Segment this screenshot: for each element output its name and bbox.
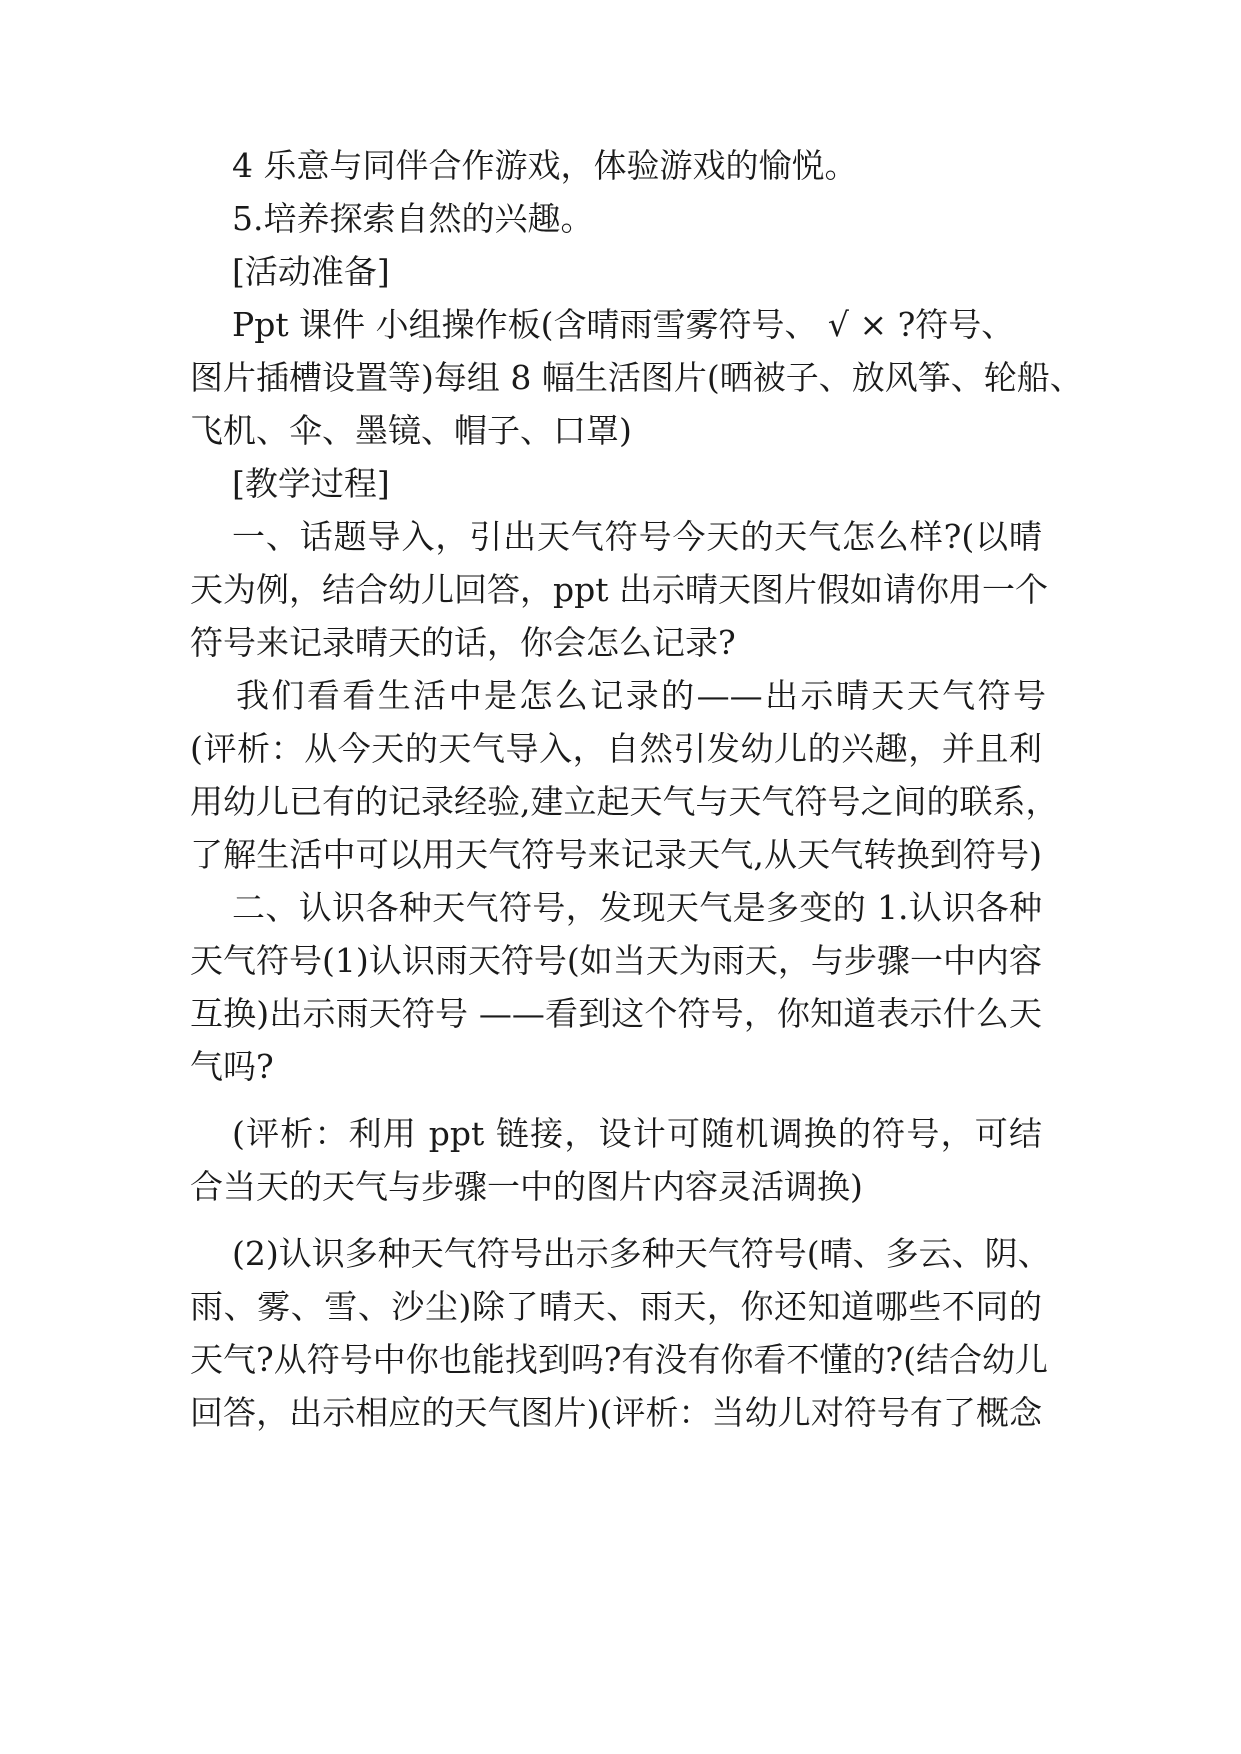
text-line: 雨、雾、雪、沙尘)除了晴天、雨天，你还知道哪些不同的 xyxy=(190,1287,1042,1326)
text-line: 了解生活中可以用天气符号来记录天气,从天气转换到符号) xyxy=(190,835,1042,874)
text-line: 5.培养探索自然的兴趣。 xyxy=(232,199,594,238)
text-line: 图片插槽设置等)每组 8 幅生活图片(晒被子、放风筝、轮船、 xyxy=(190,358,1083,397)
text-line: 气吗? xyxy=(190,1047,274,1086)
text-line: 用幼儿已有的记录经验,建立起天气与天气符号之间的联系， xyxy=(190,782,1059,821)
text-line: 天为例，结合幼儿回答，ppt 出示晴天图片假如请你用一个 xyxy=(190,570,1048,609)
text-line: 二、认识各种天气符号，发现天气是多变的 1.认识各种 xyxy=(232,888,1042,927)
text-line: 合当天的天气与步骤一中的图片内容灵活调换) xyxy=(190,1167,863,1206)
text-line: 符号来记录晴天的话，你会怎么记录? xyxy=(190,623,736,662)
section-heading: [活动准备] xyxy=(232,252,390,291)
text-line: (评析：从今天的天气导入，自然引发幼儿的兴趣，并且利 xyxy=(190,729,1042,768)
text-line: (2)认识多种天气符号出示多种天气符号(晴、多云、阴、 xyxy=(232,1234,1051,1273)
text-line: 回答，出示相应的天气图片)(评析：当幼儿对符号有了概念 xyxy=(190,1393,1042,1432)
text-line: (评析：利用 ppt 链接，设计可随机调换的符号，可结 xyxy=(232,1114,1042,1153)
text-line: 飞机、伞、墨镜、帽子、口罩) xyxy=(190,411,632,450)
text-line: Ppt 课件 小组操作板(含晴雨雪雾符号、 √ × ?符号、 xyxy=(232,305,1015,344)
text-line: 4 乐意与同伴合作游戏，体验游戏的愉悦。 xyxy=(232,146,858,185)
text-line: 天气符号(1)认识雨天符号(如当天为雨天，与步骤一中内容 xyxy=(190,941,1042,980)
text-line: 天气?从符号中你也能找到吗?有没有你看不懂的?(结合幼儿 xyxy=(190,1340,1048,1379)
text-line: 我们看看生活中是怎么记录的——出示晴天天气符号 xyxy=(236,676,1046,715)
section-heading: [教学过程] xyxy=(232,464,390,503)
text-line: 一、话题导入，引出天气符号今天的天气怎么样?(以晴 xyxy=(232,517,1042,556)
text-line: 互换)出示雨天符号 ——看到这个符号，你知道表示什么天 xyxy=(190,994,1042,1033)
